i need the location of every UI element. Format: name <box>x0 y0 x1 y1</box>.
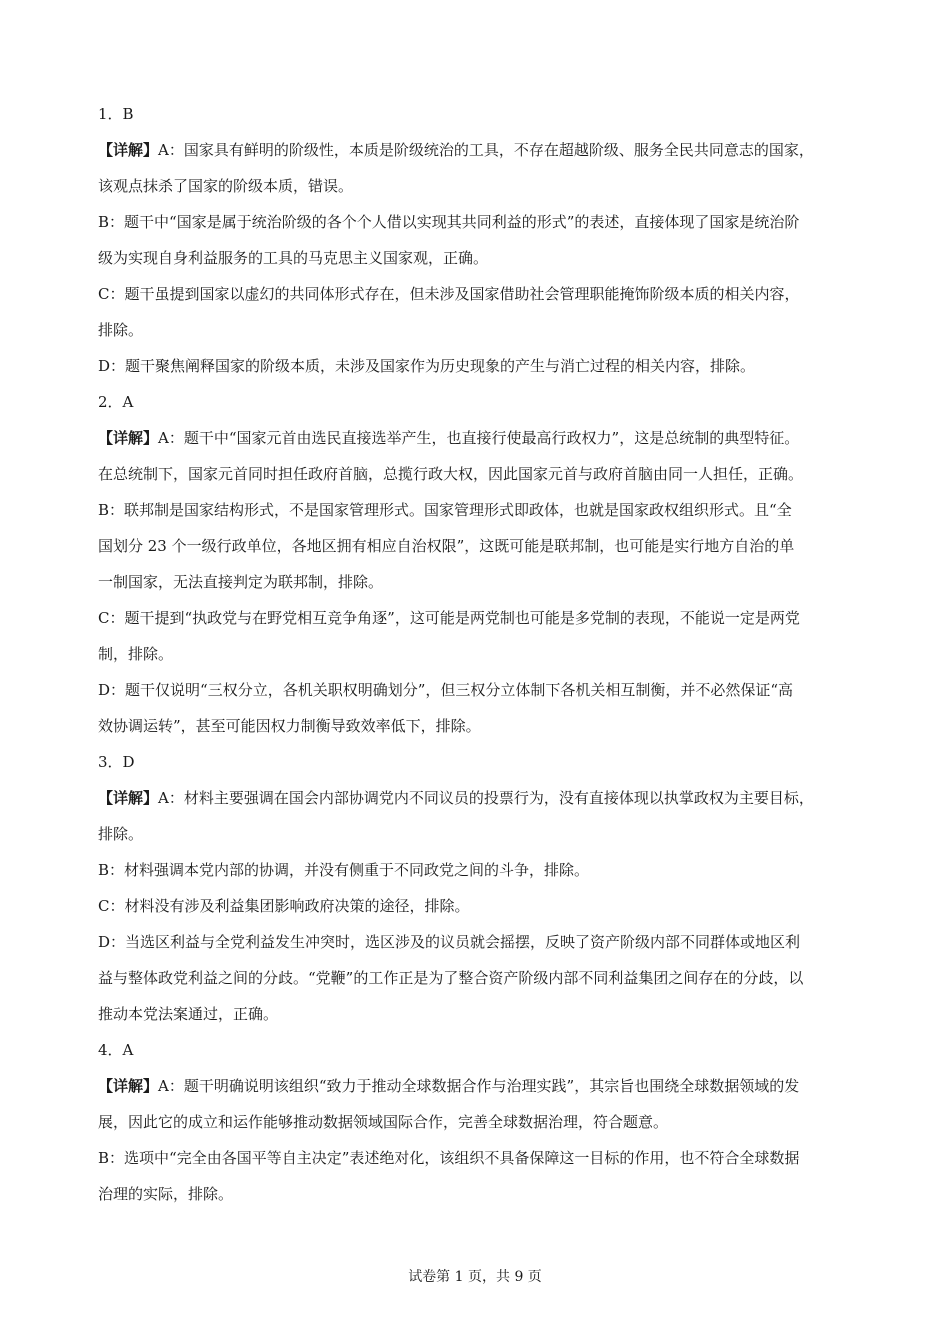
question-block <box>98 1032 858 1212</box>
explanation-line <box>98 492 858 528</box>
explanation-text: A：材料主要强调在国会内部协调党内不同议员的投票行为，没有直接体现以执掌政权为主要目标， <box>158 789 814 807</box>
explanation-line <box>98 312 858 348</box>
explanation-text: 效协调运转”，甚至可能因权力制衡导致效率低下，排除。 <box>98 717 481 735</box>
explanation-line <box>98 600 858 636</box>
question-block <box>98 384 858 744</box>
explanation-text: 治理的实际，排除。 <box>98 1185 234 1203</box>
explanation-tag: 【详解】 <box>98 1077 159 1095</box>
explanation-line <box>98 1140 858 1176</box>
explanation-line <box>98 276 858 312</box>
question-answer-number: 2．A <box>98 393 134 411</box>
explanation-line <box>98 780 858 816</box>
explanation-text: B：题干中“国家是属于统治阶级的各个个人借以实现其共同利益的形式”的表述，直接体现了国家是统治阶 <box>98 213 800 231</box>
explanation-line <box>98 636 858 672</box>
explanation-text: 排除。 <box>98 321 144 339</box>
explanation-text: 排除。 <box>98 825 144 843</box>
explanation-line <box>98 168 858 204</box>
explanation-line <box>98 996 858 1032</box>
explanation-text: 级为实现自身利益服务的工具的马克思主义国家观，正确。 <box>98 249 489 267</box>
explanation-line <box>98 528 858 564</box>
explanation-text: C：题干提到“执政党与在野党相互竞争角逐”，这可能是两党制也可能是多党制的表现，不能说一定是两党 <box>98 609 800 627</box>
explanation-text: 展，因此它的成立和运作能够推动数据领域国际合作，完善全球数据治理，符合题意。 <box>98 1113 669 1131</box>
explanation-line <box>98 348 858 384</box>
explanation-line <box>98 672 858 708</box>
explanation-line <box>98 204 858 240</box>
explanation-text: A：国家具有鲜明的阶级性，本质是阶级统治的工具，不存在超越阶级、服务全民共同意志的国家， <box>158 141 814 159</box>
question-answer-number: 4．A <box>98 1041 134 1059</box>
explanation-line <box>98 240 858 276</box>
question-answer-number: 3．D <box>98 753 135 771</box>
explanation-text: 益与整体政党利益之间的分歧。“党鞭”的工作正是为了整合资产阶级内部不同利益集团之间存在的分歧，以 <box>98 969 804 987</box>
explanation-text: 一制国家，无法直接判定为联邦制，排除。 <box>98 573 384 591</box>
explanation-tag: 【详解】 <box>98 789 159 807</box>
question-block <box>98 744 858 1032</box>
explanation-line <box>98 1176 858 1212</box>
page-footer: 试卷第 1 页，共 9 页 <box>408 1269 542 1285</box>
explanation-line <box>98 1068 858 1104</box>
explanation-text: 在总统制下，国家元首同时担任政府首脑，总揽行政大权，因此国家元首与政府首脑由同一人担任，正确。 <box>98 465 804 483</box>
explanation-text: D：题干聚焦阐释国家的阶级本质，未涉及国家作为历史现象的产生与消亡过程的相关内容，排除。 <box>98 357 756 375</box>
explanation-tag: 【详解】 <box>98 429 159 447</box>
explanation-line <box>98 708 858 744</box>
explanation-text: 制，排除。 <box>98 645 174 663</box>
explanation-text: D：当选区利益与全党利益发生冲突时，选区涉及的议员就会摇摆，反映了资产阶级内部不同群体或地区利 <box>98 933 801 951</box>
explanation-line <box>98 1104 858 1140</box>
explanation-text: B：联邦制是国家结构形式，不是国家管理形式。国家管理形式即政体，也就是国家政权组织形式。且“全 <box>98 501 792 519</box>
explanation-line <box>98 816 858 852</box>
explanation-line <box>98 456 858 492</box>
explanation-line <box>98 924 858 960</box>
answer-content <box>98 96 858 1212</box>
explanation-text: A：题干明确说明该组织“致力于推动全球数据合作与治理实践”，其宗旨也围绕全球数据领域的发 <box>158 1077 800 1095</box>
explanation-line <box>98 852 858 888</box>
question-answer-number: 1．B <box>98 105 134 123</box>
explanation-line <box>98 420 858 456</box>
explanation-text: 国划分 23 个一级行政单位，各地区拥有相应自治权限”，这既可能是联邦制，也可能是实行地方自治的单 <box>98 537 795 555</box>
explanation-line <box>98 132 858 168</box>
question-block <box>98 96 858 384</box>
explanation-text: 该观点抹杀了国家的阶级本质，错误。 <box>98 177 354 195</box>
explanation-text: A：题干中“国家元首由选民直接选举产生，也直接行使最高行政权力”，这是总统制的典型特征。 <box>158 429 800 447</box>
explanation-text: 推动本党法案通过，正确。 <box>98 1005 279 1023</box>
explanation-text: B：选项中“完全由各国平等自主决定”表述绝对化，该组织不具备保障这一目标的作用，也不符合全球数据 <box>98 1149 800 1167</box>
explanation-tag: 【详解】 <box>98 141 159 159</box>
explanation-line <box>98 564 858 600</box>
explanation-text: D：题干仅说明“三权分立，各机关职权明确划分”，但三权分立体制下各机关相互制衡，并不必然保证“高 <box>98 681 794 699</box>
explanation-text: C：题干虽提到国家以虚幻的共同体形式存在，但未涉及国家借助社会管理职能掩饰阶级本质的相关内容， <box>98 285 800 303</box>
explanation-line <box>98 888 858 924</box>
explanation-line <box>98 960 858 996</box>
explanation-text: B：材料强调本党内部的协调，并没有侧重于不同政党之间的斗争，排除。 <box>98 861 590 879</box>
explanation-text: C：材料没有涉及利益集团影响政府决策的途径，排除。 <box>98 897 470 915</box>
